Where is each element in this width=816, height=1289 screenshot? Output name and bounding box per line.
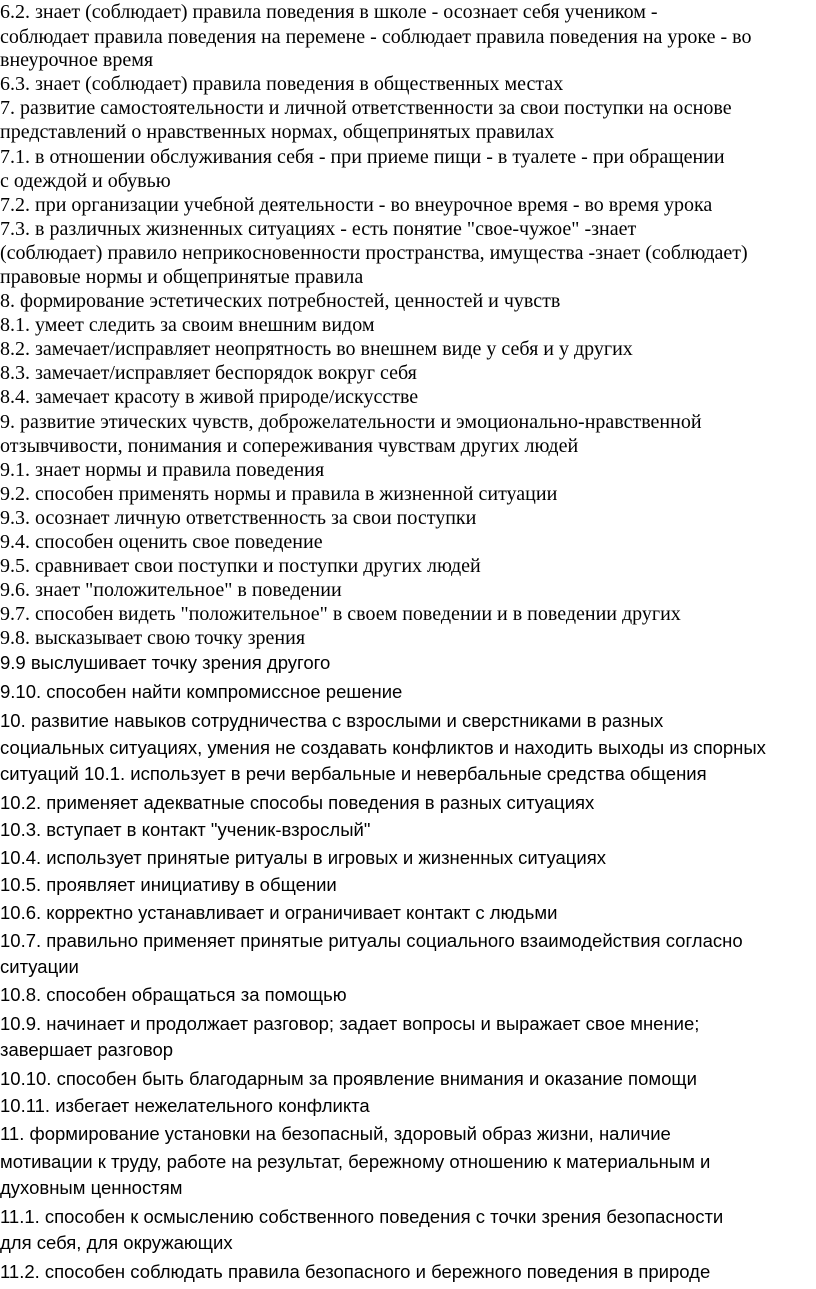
text-line: 6.2. знает (соблюдает) правила поведения в школе - осознает себя учеником -	[0, 1, 658, 23]
text-line: 10.4. использует принятые ритуалы в игровых и жизненных ситуациях	[0, 847, 606, 868]
text-line: 9.4. способен оценить свое поведение	[0, 531, 323, 553]
text-line: 11.2. способен соблюдать правила безопасного и бережного поведения в природе	[0, 1261, 711, 1282]
text-line: 10.11. избегает нежелательного конфликта	[0, 1095, 370, 1116]
text-line: 10.8. способен обращаться за помощью	[0, 984, 347, 1005]
text-line: 8.2. замечает/исправляет неопрятность во внешнем виде у себя и у других	[0, 338, 633, 360]
text-line: 9.9 выслушивает точку зрения другого	[0, 652, 331, 673]
text-line: 8.3. замечает/исправляет беспорядок вокруг себя	[0, 362, 417, 384]
text-line: для себя, для окружающих	[0, 1232, 233, 1253]
text-line: 7. развитие самостоятельности и личной ответственности за свои поступки на основе	[0, 97, 732, 119]
text-line: (соблюдает) правило неприкосновенности пространства, имущества -знает (соблюдает)	[0, 242, 748, 264]
text-line: 10.6. корректно устанавливает и ограничивает контакт с людьми	[0, 902, 558, 923]
text-line: правовые нормы и общепринятые правила	[0, 266, 364, 288]
text-line: духовным ценностям	[0, 1177, 183, 1198]
text-line: 7.3. в различных жизненных ситуациях - есть понятие "свое-чужое" -знает	[0, 218, 637, 240]
text-line: 10.7. правильно применяет принятые ритуалы социального взаимодействия согласно	[0, 930, 743, 951]
text-line: 9.1. знает нормы и правила поведения	[0, 459, 325, 481]
text-line: мотивации к труду, работе на результат, бережному отношению к материальным и	[0, 1151, 711, 1172]
text-line: 9.5. сравнивает свои поступки и поступки других людей	[0, 555, 481, 577]
text-line: 9.10. способен найти компромиссное решение	[0, 681, 403, 702]
text-line: 9.3. осознает личную ответственность за свои поступки	[0, 507, 477, 529]
text-line: 8. формирование эстетических потребностей, ценностей и чувств	[0, 290, 561, 312]
text-line: 9.6. знает "положительное" в поведении	[0, 579, 342, 601]
text-line: 6.3. знает (соблюдает) правила поведения в общественных местах	[0, 73, 564, 95]
text-line: 9.8. высказывает свою точку зрения	[0, 627, 306, 649]
text-line: 7.2. при организации учебной деятельности - во внеурочное время - во время урока	[0, 194, 713, 216]
text-line: 10.9. начинает и продолжает разговор; задает вопросы и выражает свое мнение;	[0, 1013, 700, 1034]
text-line: ситуации	[0, 956, 79, 977]
text-line: 9. развитие этических чувств, доброжелательности и эмоционально-нравственной	[0, 411, 702, 433]
text-line: отзывчивости, понимания и сопереживания чувствам других людей	[0, 435, 579, 457]
text-line: 9.7. способен видеть "положительное" в своем поведении и в поведении других	[0, 603, 681, 625]
text-line: 10.3. вступает в контакт "ученик-взрослый"	[0, 819, 371, 840]
text-line: внеурочное время	[0, 49, 154, 71]
text-line: 7.1. в отношении обслуживания себя - при приеме пищи - в туалете - при обращении	[0, 146, 725, 168]
text-line: 8.1. умеет следить за своим внешним видом	[0, 314, 375, 336]
text-line: 11.1. способен к осмыслению собственного поведения с точки зрения безопасности	[0, 1206, 724, 1227]
text-line: 10.10. способен быть благодарным за проявление внимания и оказание помощи	[0, 1068, 697, 1089]
text-line: 10. развитие навыков сотрудничества с взрослыми и сверстниками в разных	[0, 710, 664, 731]
text-line: 10.5. проявляет инициативу в общении	[0, 874, 337, 895]
text-line: 9.2. способен применять нормы и правила в жизненной ситуации	[0, 483, 558, 505]
text-line: 10.2. применяет адекватные способы поведения в разных ситуациях	[0, 792, 595, 813]
text-line: с одеждой и обувью	[0, 170, 171, 192]
text-line: завершает разговор	[0, 1039, 174, 1060]
text-line: представлений о нравственных нормах, общепринятых правилах	[0, 121, 555, 143]
text-line: социальных ситуациях, умения не создавать конфликтов и находить выходы из спорных	[0, 737, 766, 758]
text-line: соблюдает правила поведения на перемене - соблюдает правила поведения на уроке - во	[0, 26, 752, 48]
text-line: 11. формирование установки на безопасный, здоровый образ жизни, наличие	[0, 1123, 671, 1144]
text-line: 8.4. замечает красоту в живой природе/искусстве	[0, 386, 419, 408]
text-line: ситуаций 10.1. использует в речи вербальные и невербальные средства общения	[0, 763, 707, 784]
